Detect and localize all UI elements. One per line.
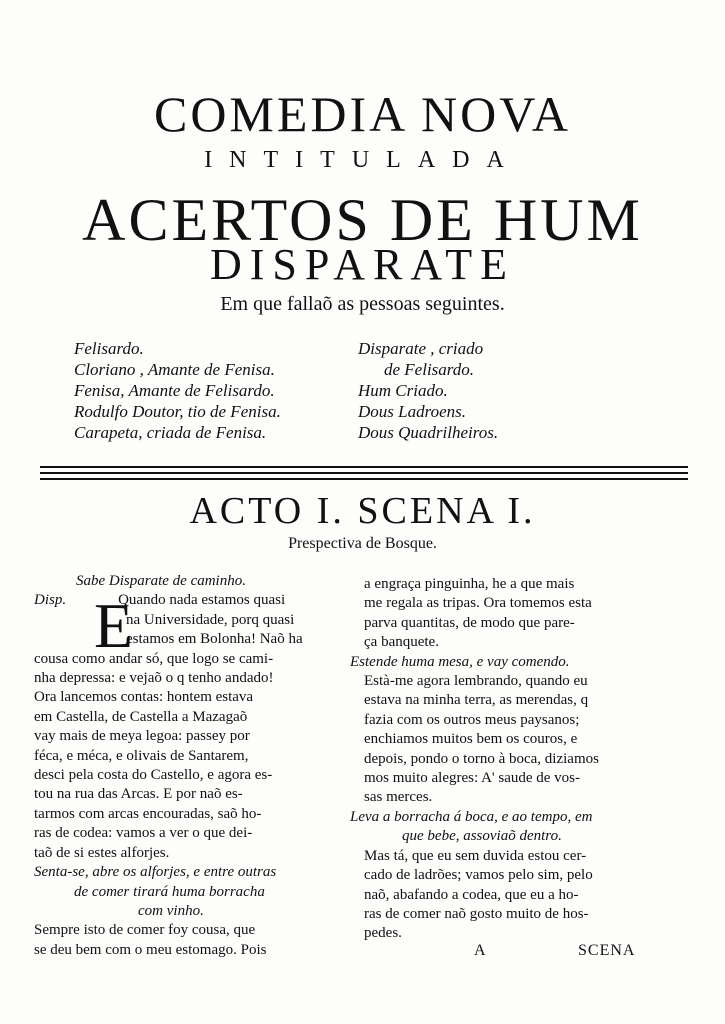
text-line: taõ de si estes alforjes.: [34, 844, 170, 861]
text-line: Sempre isto de comer foy cousa, que: [34, 922, 256, 939]
text-line: ras de codea: vamos a ver o que dei-: [34, 825, 253, 842]
stage-direction: de comer tirará huma borracha: [74, 883, 265, 900]
text-line: féca, e méca, e olivais de Santarem,: [34, 747, 249, 764]
text-line: mos muito alegres: A' saude de vos-: [364, 770, 580, 787]
stage-direction: Leva a borracha á boca, e ao tempo, em: [350, 808, 593, 825]
cast-list-left: [74, 338, 281, 443]
cast-member: Hum Criado.: [358, 381, 448, 400]
divider-rule: [40, 472, 688, 474]
text-line: ras de comer naõ gosto muito de hos-: [364, 905, 589, 922]
stage-direction: Senta-se, abre os alforjes, e entre outras: [34, 864, 277, 881]
act-heading: ACTO I. SCENA I.: [189, 490, 536, 532]
text-line: Està-me agora lembrando, quando eu: [364, 673, 588, 690]
text-line: Disp. Quando nada estamos quasi: [34, 592, 286, 609]
text-line: pedes.: [364, 925, 402, 942]
title-line-2: INTITULADA: [204, 147, 521, 173]
text-line: a engraça pinguinha, he a que mais: [364, 576, 575, 592]
title-line-1: COMEDIA NOVA: [153, 86, 572, 142]
signature-mark: A: [474, 942, 486, 959]
text-line: cousa como andar só, que logo se cami-: [34, 650, 274, 667]
text-column-left: [34, 572, 339, 960]
text-line: naõ, abafando a codea, que eu a ho-: [364, 886, 579, 903]
text-line: tou na rua das Arcas. E por naõ es-: [34, 786, 243, 803]
title-line-4: DISPARATE: [209, 240, 516, 289]
text-line: tarmos com arcas encouradas, saõ ho-: [34, 805, 262, 822]
text-line: desci pela costa do Castello, e agora es-: [34, 767, 273, 784]
stage-direction: Estende huma mesa, e vay comendo.: [350, 653, 570, 670]
speaker-label: Disp.: [34, 592, 67, 609]
cast-member: Carapeta, criada de Fenisa.: [74, 423, 267, 442]
divider-rule: [40, 466, 688, 468]
cast-member: Fenisa, Amante de Felisardo.: [74, 381, 275, 400]
text-line: Mas tá, que eu sem duvida estou cer-: [364, 847, 587, 864]
cast-member: Disparate , criado: [358, 339, 484, 358]
text-line: fazia com os outros meus paysanos;: [364, 711, 580, 728]
title-line-3: ACERTOS DE HUM: [82, 187, 643, 253]
text-line: Ora lancemos contas: hontem estava: [34, 689, 254, 706]
text-line: nha depressa: e vejaõ o q tenho andado!: [34, 670, 274, 687]
cast-member: Rodulfo Doutor, tio de Fenisa.: [74, 402, 281, 421]
text-line: estamos em Bolonha! Naõ ha: [126, 631, 303, 648]
cast-list-right: [358, 338, 498, 443]
cast-member: Dous Quadrilheiros.: [358, 423, 499, 442]
cast-intro: Em que fallaõ as pessoas seguintes.: [220, 293, 505, 315]
scene-setting: Prespectiva de Bosque.: [288, 535, 437, 552]
text-line: na Universidade, porq quasi: [126, 611, 295, 628]
cast-member: Felisardo.: [74, 339, 144, 358]
text-line: me regala as tripas. Ora tomemos esta: [364, 595, 592, 612]
cast-member: Dous Ladroens.: [358, 402, 466, 421]
stage-direction: com vinho.: [138, 902, 204, 919]
text-line: sas merces.: [364, 789, 433, 806]
text-line: estava na minha terra, as merendas, q: [364, 692, 589, 709]
text-line: cado de ladrões; vamos pelo sim, pelo: [364, 867, 593, 884]
text-column-right: [350, 575, 650, 944]
drop-cap: E: [94, 590, 134, 661]
text-line: ça banquete.: [364, 634, 439, 651]
catchword: SCENA: [578, 942, 636, 959]
text-line: depois, pondo o torno à boca, diziamos: [364, 750, 599, 767]
divider-rule: [40, 478, 688, 480]
stage-direction: Sabe Disparate de caminho.: [76, 573, 246, 589]
text-line: enchiamos muitos bem os couros, e: [364, 731, 578, 748]
text-line: parva quantitas, de modo que pare-: [364, 614, 575, 631]
text-line: vay mais de meya legoa: passey por: [34, 728, 250, 745]
text-line: em Castella, de Castella a Mazagaõ: [34, 708, 248, 725]
cast-member: de Felisardo.: [384, 360, 475, 379]
text-line: se deu bem com o meu estomago. Pois: [34, 941, 267, 958]
cast-member: Cloriano , Amante de Fenisa.: [74, 360, 275, 379]
stage-direction: que bebe, assoviaõ dentro.: [402, 828, 562, 845]
